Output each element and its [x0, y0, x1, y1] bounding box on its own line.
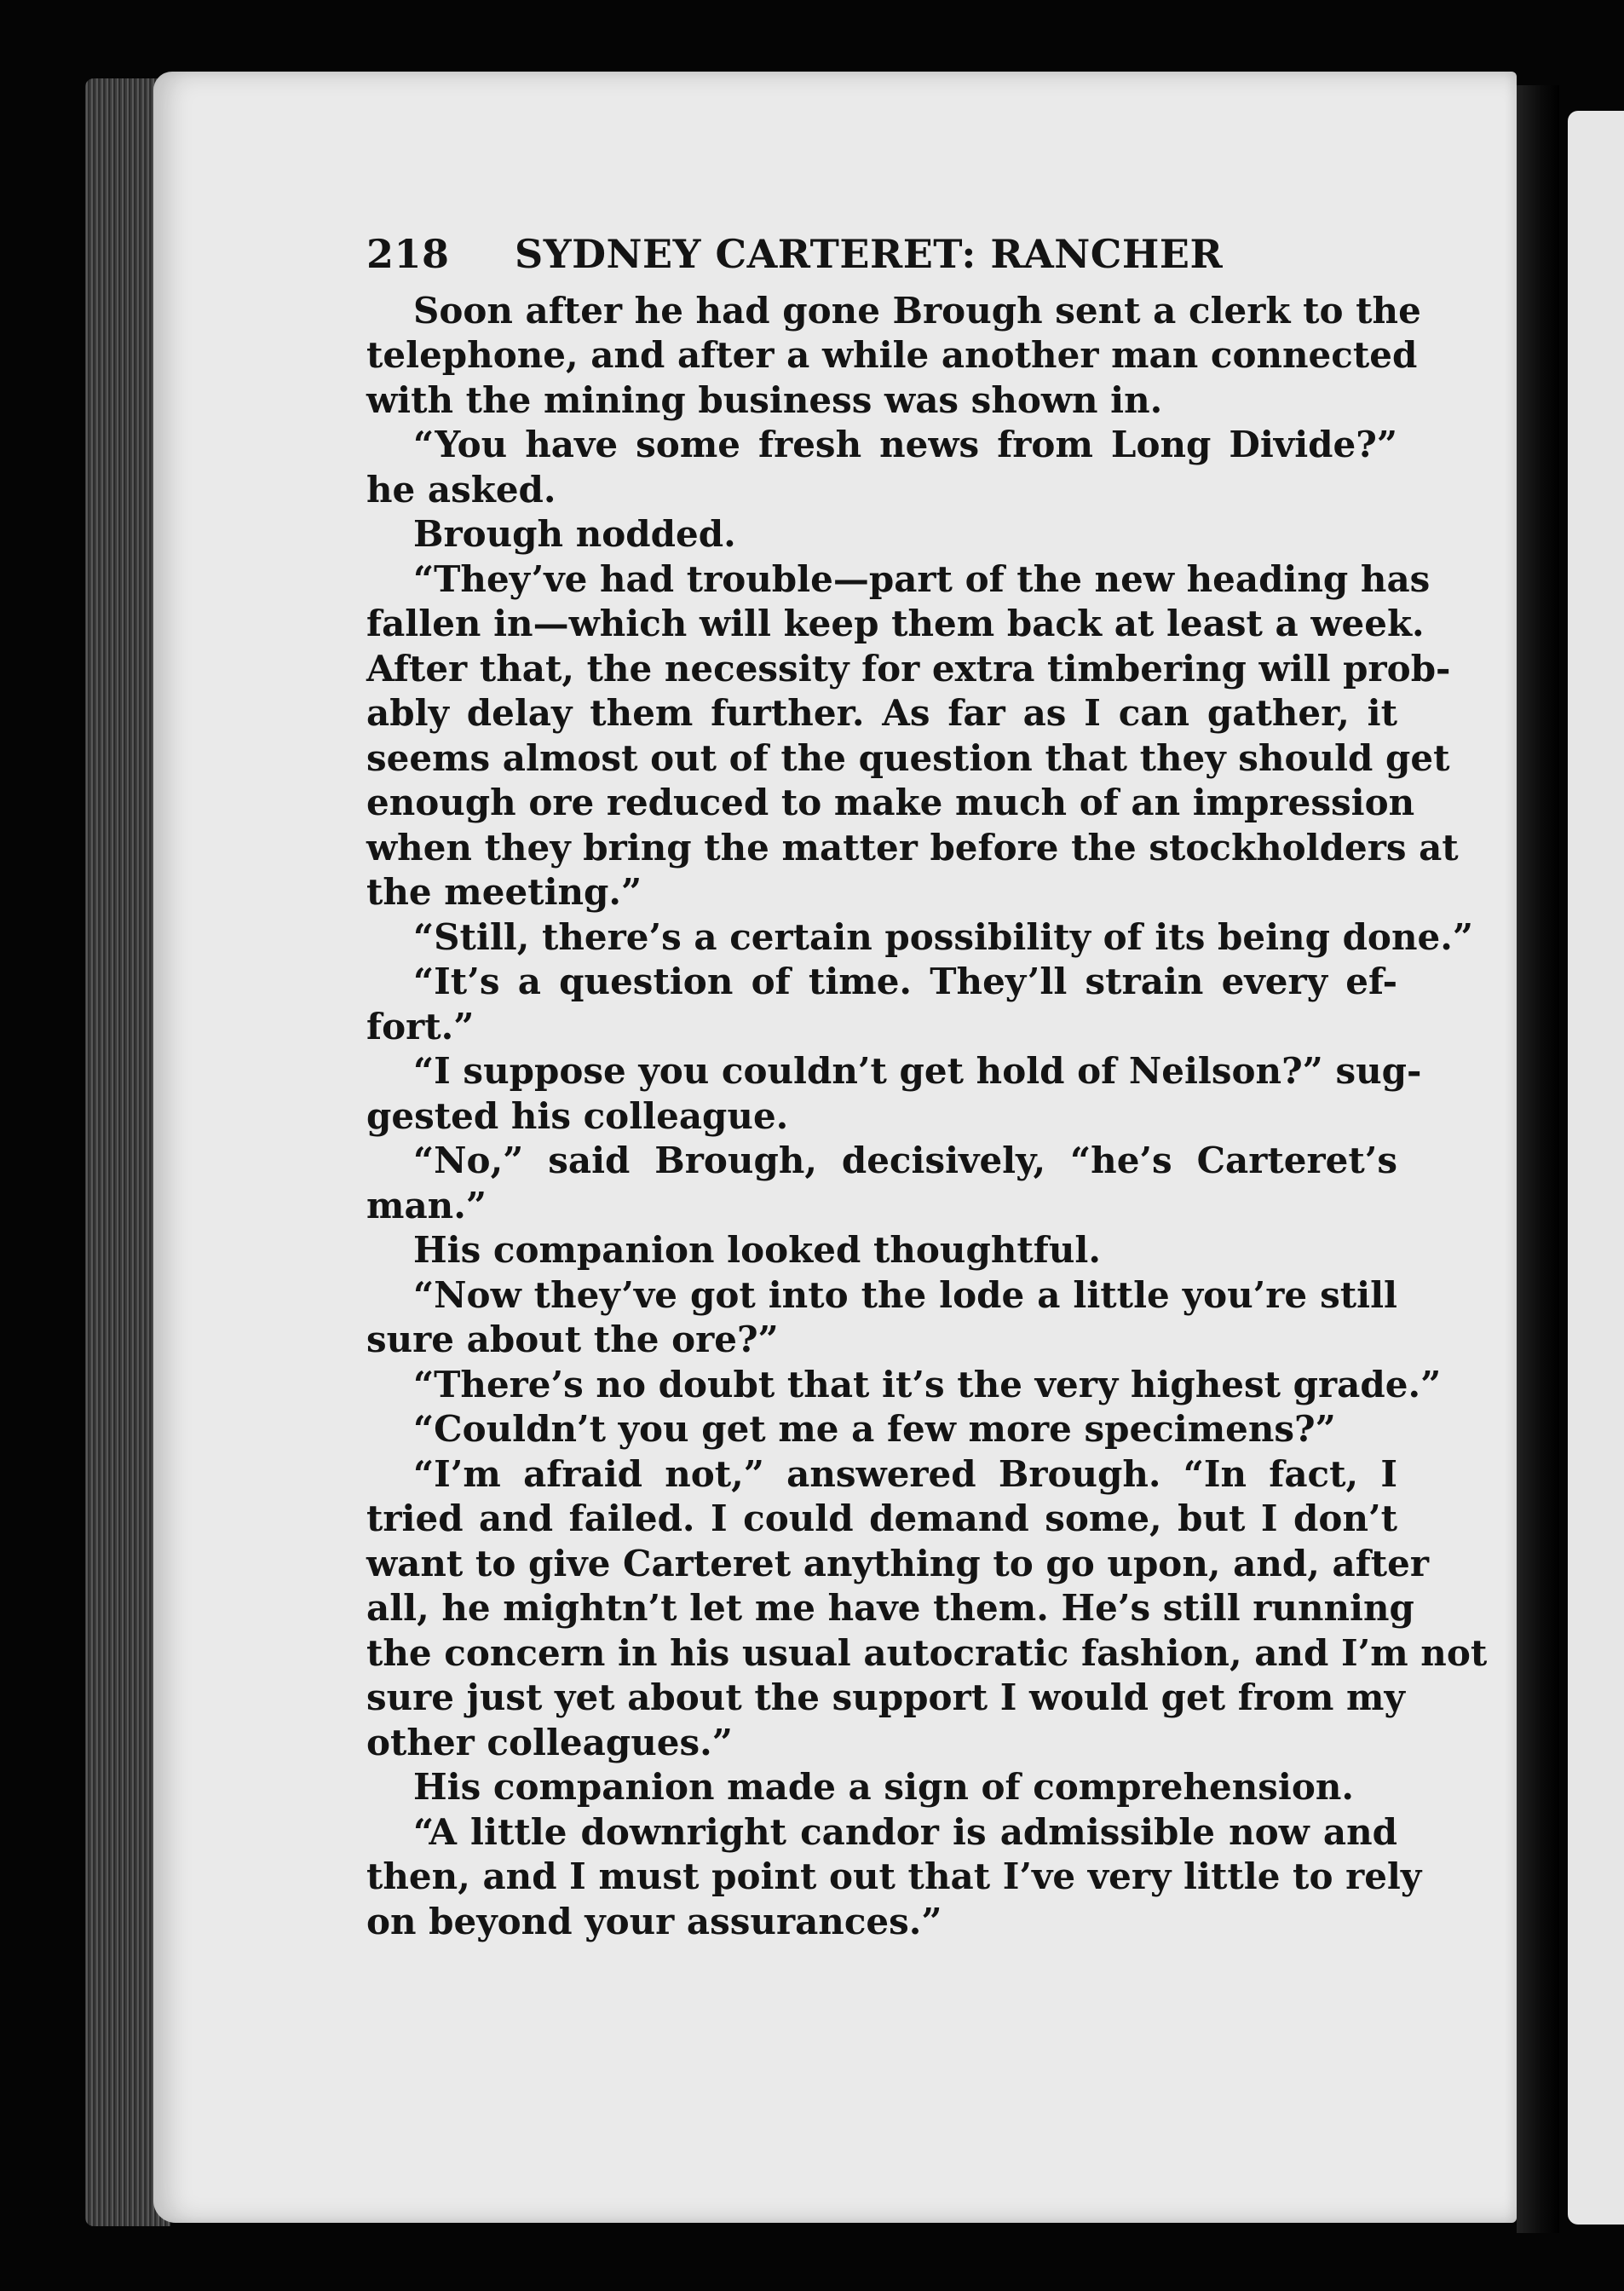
text-line: sure about the ore?”: [366, 1319, 779, 1360]
text-line: “Still, there’s a certain possibility of its being done.”: [413, 915, 1473, 958]
text-line: tried and failed. I could demand some, but I don’t: [366, 1498, 1397, 1539]
page-number: 218: [366, 231, 450, 277]
text-line: all, he mightn’t let me have them. He’s still running: [366, 1587, 1414, 1629]
text-line: the concern in his usual autocratic fashion, and I’m not: [366, 1631, 1488, 1674]
text-line: “Now they’ve got into the lode a little you’re still: [413, 1273, 1397, 1316]
page-text-block: [366, 231, 1488, 1944]
text-line: enough ore reduced to make much of an impression: [366, 782, 1415, 823]
text-line: gested his colleague.: [366, 1094, 789, 1137]
text-line: Soon after he had gone Brough sent a clerk to the: [413, 289, 1421, 332]
text-line: the meeting.”: [366, 871, 642, 913]
text-line: he asked.: [366, 468, 556, 511]
text-line: sure just yet about the support I would get from my: [366, 1676, 1405, 1718]
running-title: SYDNEY CARTERET: RANCHER: [515, 231, 1224, 277]
text-line: want to give Carteret anything to go upon, and, after: [366, 1542, 1429, 1584]
text-line: “A little downright candor is admissible now and: [413, 1810, 1397, 1853]
text-line: telephone, and after a while another man connected: [366, 334, 1418, 376]
text-line: “I suppose you couldn’t get hold of Neilson?” sug-: [413, 1050, 1422, 1092]
gutter-shadow: [1517, 85, 1559, 2233]
text-line: then, and I must point out that I’ve very little to rely: [366, 1855, 1422, 1897]
text-line: man.”: [366, 1184, 487, 1226]
text-line: “You have some fresh news from Long Divide?”: [413, 424, 1397, 465]
body-text: [366, 289, 1488, 1945]
text-line: ably delay them further. As far as I can gather, it: [366, 692, 1397, 734]
text-line: “No,” said Brough, decisively, “he’s Carteret’s: [413, 1140, 1397, 1181]
text-line: His companion looked thoughtful.: [413, 1229, 1101, 1271]
text-line: on beyond your assurances.”: [366, 1900, 942, 1942]
facing-page-edge: [1568, 111, 1624, 2225]
text-line: His companion made a sign of comprehension.: [413, 1766, 1355, 1808]
text-line: other colleagues.”: [366, 1721, 733, 1763]
text-line: fort.”: [366, 1005, 475, 1047]
text-line: “They’ve had trouble—part of the new heading has: [413, 557, 1431, 600]
text-line: “I’m afraid not,” answered Brough. “In fact, I: [413, 1452, 1397, 1495]
text-line: “There’s no doubt that it’s the very highest grade.”: [413, 1363, 1442, 1405]
text-line: “It’s a question of time. They’ll strain every ef-: [413, 961, 1397, 1002]
text-line: with the mining business was shown in.: [366, 378, 1163, 421]
text-line: when they bring the matter before the stockholders at: [366, 826, 1459, 869]
text-line: “Couldn’t you get me a few more specimens?”: [413, 1408, 1336, 1450]
text-line: After that, the necessity for extra timbering will prob-: [366, 647, 1451, 690]
running-head: [366, 232, 1397, 277]
text-line: Brough nodded.: [413, 513, 736, 555]
text-line: fallen in—which will keep them back at least a week.: [366, 603, 1425, 644]
text-line: seems almost out of the question that they should get: [366, 736, 1450, 779]
